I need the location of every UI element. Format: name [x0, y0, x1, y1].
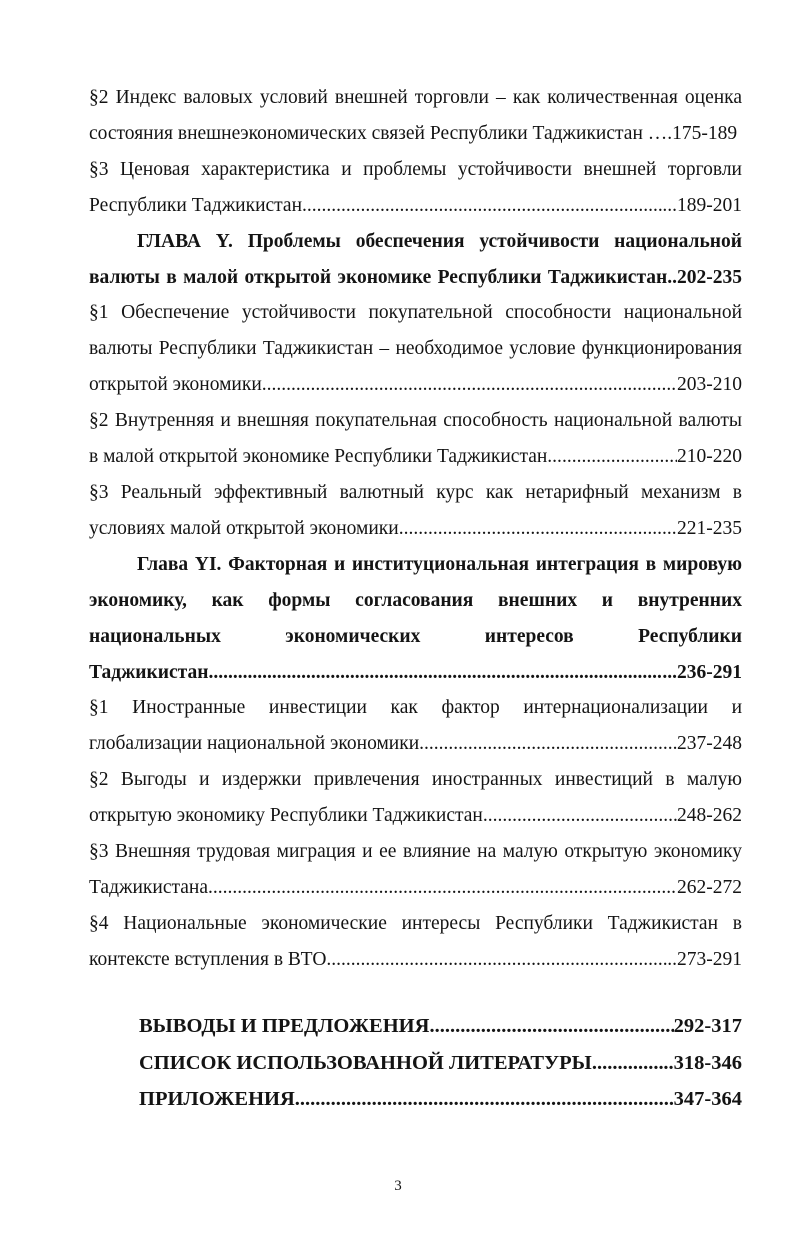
page-range: 203-210: [677, 374, 742, 396]
page-range: 210-220: [677, 446, 742, 468]
entry-line: экономику, как формы согласования внешних и внутренних: [89, 589, 742, 611]
entry-text: СПИСОК ИСПОЛЬЗОВАННОЙ ЛИТЕРАТУРЫ: [139, 1051, 592, 1074]
entry-line: валюты в малой открытой экономике Республики Таджикистан..202-235: [89, 266, 742, 288]
final-section-entry: [139, 1081, 742, 1118]
page-range: 262-272: [677, 876, 742, 898]
dot-leader: [497, 798, 677, 834]
entry-dotted-line: [89, 726, 742, 762]
entry-line: валюты Республики Таджикистан – необходимое условие функционирования: [89, 338, 742, 360]
entry-text: ВЫВОДЫ И ПРЕДЛОЖЕНИЯ: [139, 1015, 430, 1037]
entry-dotted-line: [89, 511, 742, 547]
section-entry: [89, 906, 742, 978]
chapter-entry: [89, 547, 742, 691]
page-range: 237-248: [677, 733, 742, 755]
dot-leader: [592, 1045, 664, 1082]
entry-text: глобализации национальной экономики: [89, 733, 420, 755]
entry-dotted-line: [89, 188, 742, 224]
entry-dotted-line: [89, 942, 742, 978]
page-range: 347-364: [673, 1088, 742, 1111]
section-entry: [89, 80, 742, 152]
dot-leader: [429, 1008, 673, 1045]
entry-line: ГЛАВА Y. Проблемы обеспечения устойчивости национальной: [137, 230, 742, 252]
dot-leader: [419, 726, 677, 762]
dot-leader: [208, 655, 662, 691]
entry-line: состояния внешнеэкономических связей Республики Таджикистан ….175-189: [89, 122, 738, 144]
page-range: 248-262: [677, 805, 742, 827]
entry-line: §3 Реальный эффективный валютный курс как нетарифный механизм в: [89, 481, 742, 503]
entry-dotted-line: [89, 439, 742, 475]
entry-line: §2 Выгоды и издержки привлечения иностранных инвестиций в малую: [89, 769, 742, 791]
page-range: ...189-201: [662, 194, 742, 216]
entry-line: §1 Обеспечение устойчивости покупательной способности национальной: [89, 302, 742, 324]
page-range: ..318-346: [663, 1051, 742, 1074]
entry-text: открытой экономики: [89, 374, 262, 396]
entry-line: §2 Внутренняя и внешняя покупательная способность национальной валюты: [89, 410, 742, 432]
dot-leader: [326, 942, 667, 978]
section-entry: [89, 475, 742, 547]
entry-line: национальных экономических интересов Республики: [89, 625, 742, 647]
section-entry: [89, 834, 742, 906]
entry-dotted-line: [89, 655, 742, 691]
dot-leader: [262, 367, 677, 403]
section-entry: [89, 403, 742, 475]
section-entry: [89, 690, 742, 762]
section-entry: [89, 295, 742, 403]
table-of-contents: [89, 80, 742, 978]
dot-leader: [302, 188, 662, 224]
entry-dotted-line: [89, 367, 742, 403]
page-range: ..273-291: [667, 948, 742, 970]
entry-text: Таджикистан: [89, 661, 209, 683]
entry-line: §3 Ценовая характеристика и проблемы устойчивости внешней торговли: [89, 158, 742, 180]
entry-dotted-line: [89, 798, 742, 834]
entry-dotted-line: [89, 870, 742, 906]
entry-line: §3 Внешняя трудовая миграция и ее влияние на малую открытую экономику: [89, 841, 742, 863]
dot-leader: [208, 870, 677, 906]
chapter-entry: [89, 224, 742, 296]
final-sections: [139, 1008, 742, 1118]
entry-line: Глава YI. Факторная и институциональная интеграция в мировую: [137, 553, 742, 575]
entry-text: открытую экономику Республики Таджикистан...: [89, 805, 498, 827]
page-range: 292-317: [673, 1015, 742, 1037]
page-range: 221-235: [677, 517, 742, 539]
final-section-entry: [139, 1045, 742, 1082]
entry-text: ПРИЛОЖЕНИЯ: [139, 1088, 295, 1111]
entry-text: контексте вступления в ВТО: [89, 948, 327, 970]
entry-line: §2 Индекс валовых условий внешней торговли – как количественная оценка: [89, 87, 742, 108]
page-number: 3: [394, 1178, 402, 1194]
entry-text: в малой открытой экономике Республики Таджикистан...: [89, 446, 562, 468]
entry-line: §4 Национальные экономические интересы Республики Таджикистан в: [89, 912, 742, 934]
dot-leader: [295, 1081, 674, 1118]
page-range: ...236-291: [662, 661, 742, 683]
section-entry: [89, 152, 742, 224]
final-section-entry: [139, 1008, 742, 1045]
entry-line: §1 Иностранные инвестиции как фактор интернационализации и: [89, 697, 742, 719]
entry-text: Таджикистана: [89, 876, 208, 898]
dot-leader: [399, 511, 677, 547]
entry-text: условиях малой открытой экономики: [89, 517, 399, 539]
section-entry: [89, 762, 742, 834]
dot-leader: [562, 439, 677, 475]
entry-text: Республики Таджикистан: [89, 194, 303, 216]
